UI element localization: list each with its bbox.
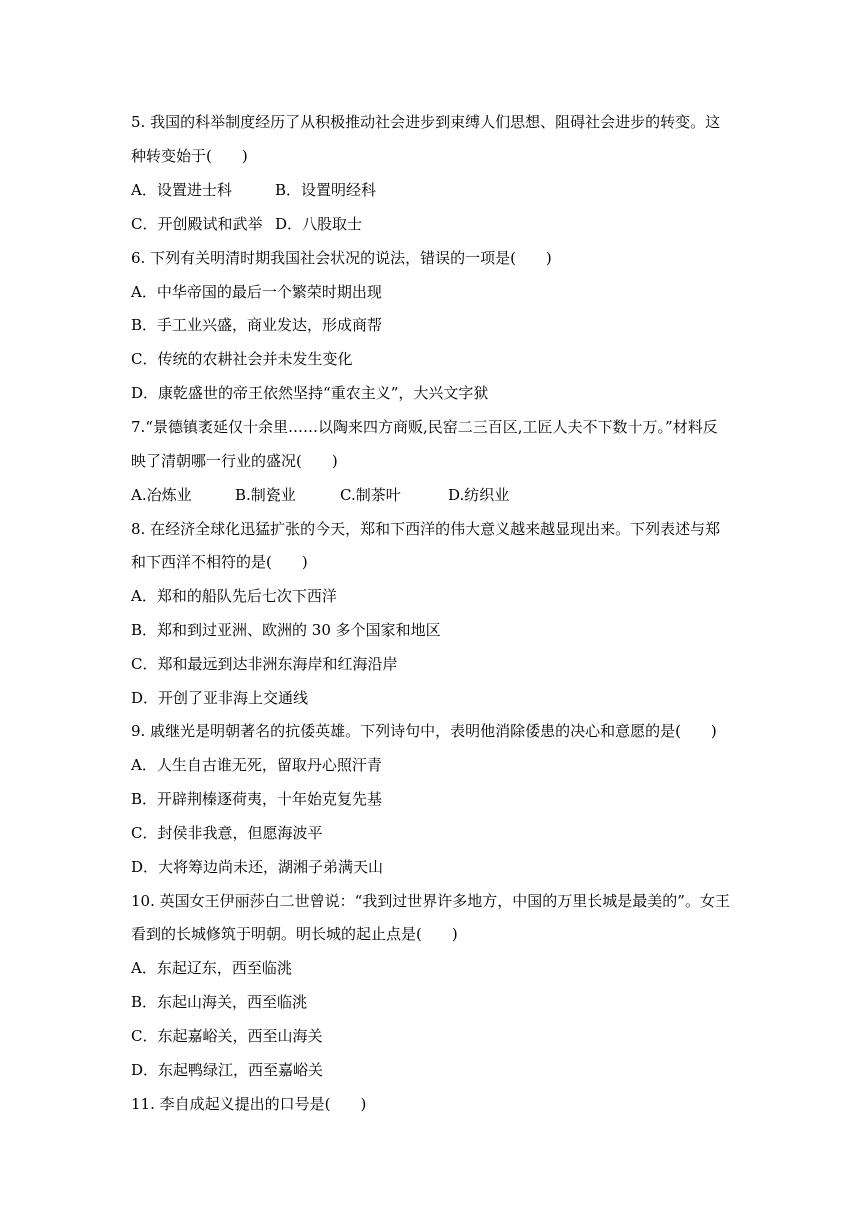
q6-option-a: A．中华帝国的最后一个繁荣时期出现 xyxy=(131,283,382,301)
q5-option-d: D．八股取士 xyxy=(275,215,363,233)
q9-option-d: D．大将筹边尚未还，湖湘子弟满天山 xyxy=(131,858,384,876)
q5-options-row-1 xyxy=(131,180,376,200)
q7-option-b: B.制瓷业 xyxy=(235,486,296,504)
q9-option-a: A．人生自古谁无死，留取丹心照汗青 xyxy=(131,756,382,774)
q5-stem-line-2: 种转变始于( ) xyxy=(131,147,248,165)
q7-stem-line-1: 7.“景德镇袤延仅十余里……以陶来四方商贩,民窑二三百区,工匠人夫不下数十万。”材料反 xyxy=(131,418,718,436)
q11-stem: 11. 李自成起义提出的口号是( ) xyxy=(131,1095,367,1113)
q8-option-d: D．开创了亚非海上交通线 xyxy=(131,689,309,707)
q10-option-c: C．东起嘉峪关，西至山海关 xyxy=(131,1027,323,1045)
q6-option-d: D．康乾盛世的帝王依然坚持“重农主义”，大兴文字狱 xyxy=(131,384,489,402)
q7-option-c: C.制茶叶 xyxy=(340,486,401,504)
q8-option-c: C．郑和最远到达非洲东海岸和红海沿岸 xyxy=(131,655,398,673)
q5-stem-line-1: 5. 我国的科举制度经历了从积极推动社会进步到束缚人们思想、阻碍社会进步的转变。这 xyxy=(131,113,721,131)
q8-option-b: B．郑和到过亚洲、欧洲的 30 多个国家和地区 xyxy=(131,621,441,639)
q8-stem-line-1: 8. 在经济全球化迅猛扩张的今天，郑和下西洋的伟大意义越来越显现出来。下列表述与郑 xyxy=(131,520,721,538)
q10-option-a: A．东起辽东，西至临洮 xyxy=(131,959,292,977)
q5-option-a: A．设置进士科 xyxy=(131,181,232,199)
q5-option-b: B．设置明经科 xyxy=(275,181,377,199)
q8-stem-line-2: 和下西洋不相符的是( ) xyxy=(131,553,308,571)
q9-option-c: C．封侯非我意，但愿海波平 xyxy=(131,824,323,842)
q10-stem-line-1: 10. 英国女王伊丽莎白二世曾说：“我到过世界许多地方，中国的万里长城是最美的”。女王 xyxy=(131,892,730,910)
q5-options-row-2 xyxy=(131,214,362,234)
q7-options-row xyxy=(131,485,509,505)
q7-stem-line-2: 映了清朝哪一行业的盛况( ) xyxy=(131,452,338,470)
q5-option-c: C．开创殿试和武举 xyxy=(131,215,263,233)
q10-option-b: B．东起山海关，西至临洮 xyxy=(131,993,308,1011)
q6-option-c: C．传统的农耕社会并未发生变化 xyxy=(131,350,353,368)
q6-option-b: B．手工业兴盛，商业发达，形成商帮 xyxy=(131,316,383,334)
q9-option-b: B．开辟荆榛逐荷夷，十年始克复先基 xyxy=(131,790,383,808)
q8-option-a: A．郑和的船队先后七次下西洋 xyxy=(131,587,337,605)
q7-option-d: D.纺织业 xyxy=(448,486,510,504)
q10-stem-line-2: 看到的长城修筑于明朝。明长城的起止点是( ) xyxy=(131,925,458,943)
q10-option-d: D．东起鸭绿江，西至嘉峪关 xyxy=(131,1061,324,1079)
q9-stem: 9. 戚继光是明朝著名的抗倭英雄。下列诗句中，表明他消除倭患的决心和意愿的是( ) xyxy=(131,722,717,740)
q6-stem: 6. 下列有关明清时期我国社会状况的说法，错误的一项是( ) xyxy=(131,249,552,267)
q7-option-a: A.冶炼业 xyxy=(131,486,192,504)
